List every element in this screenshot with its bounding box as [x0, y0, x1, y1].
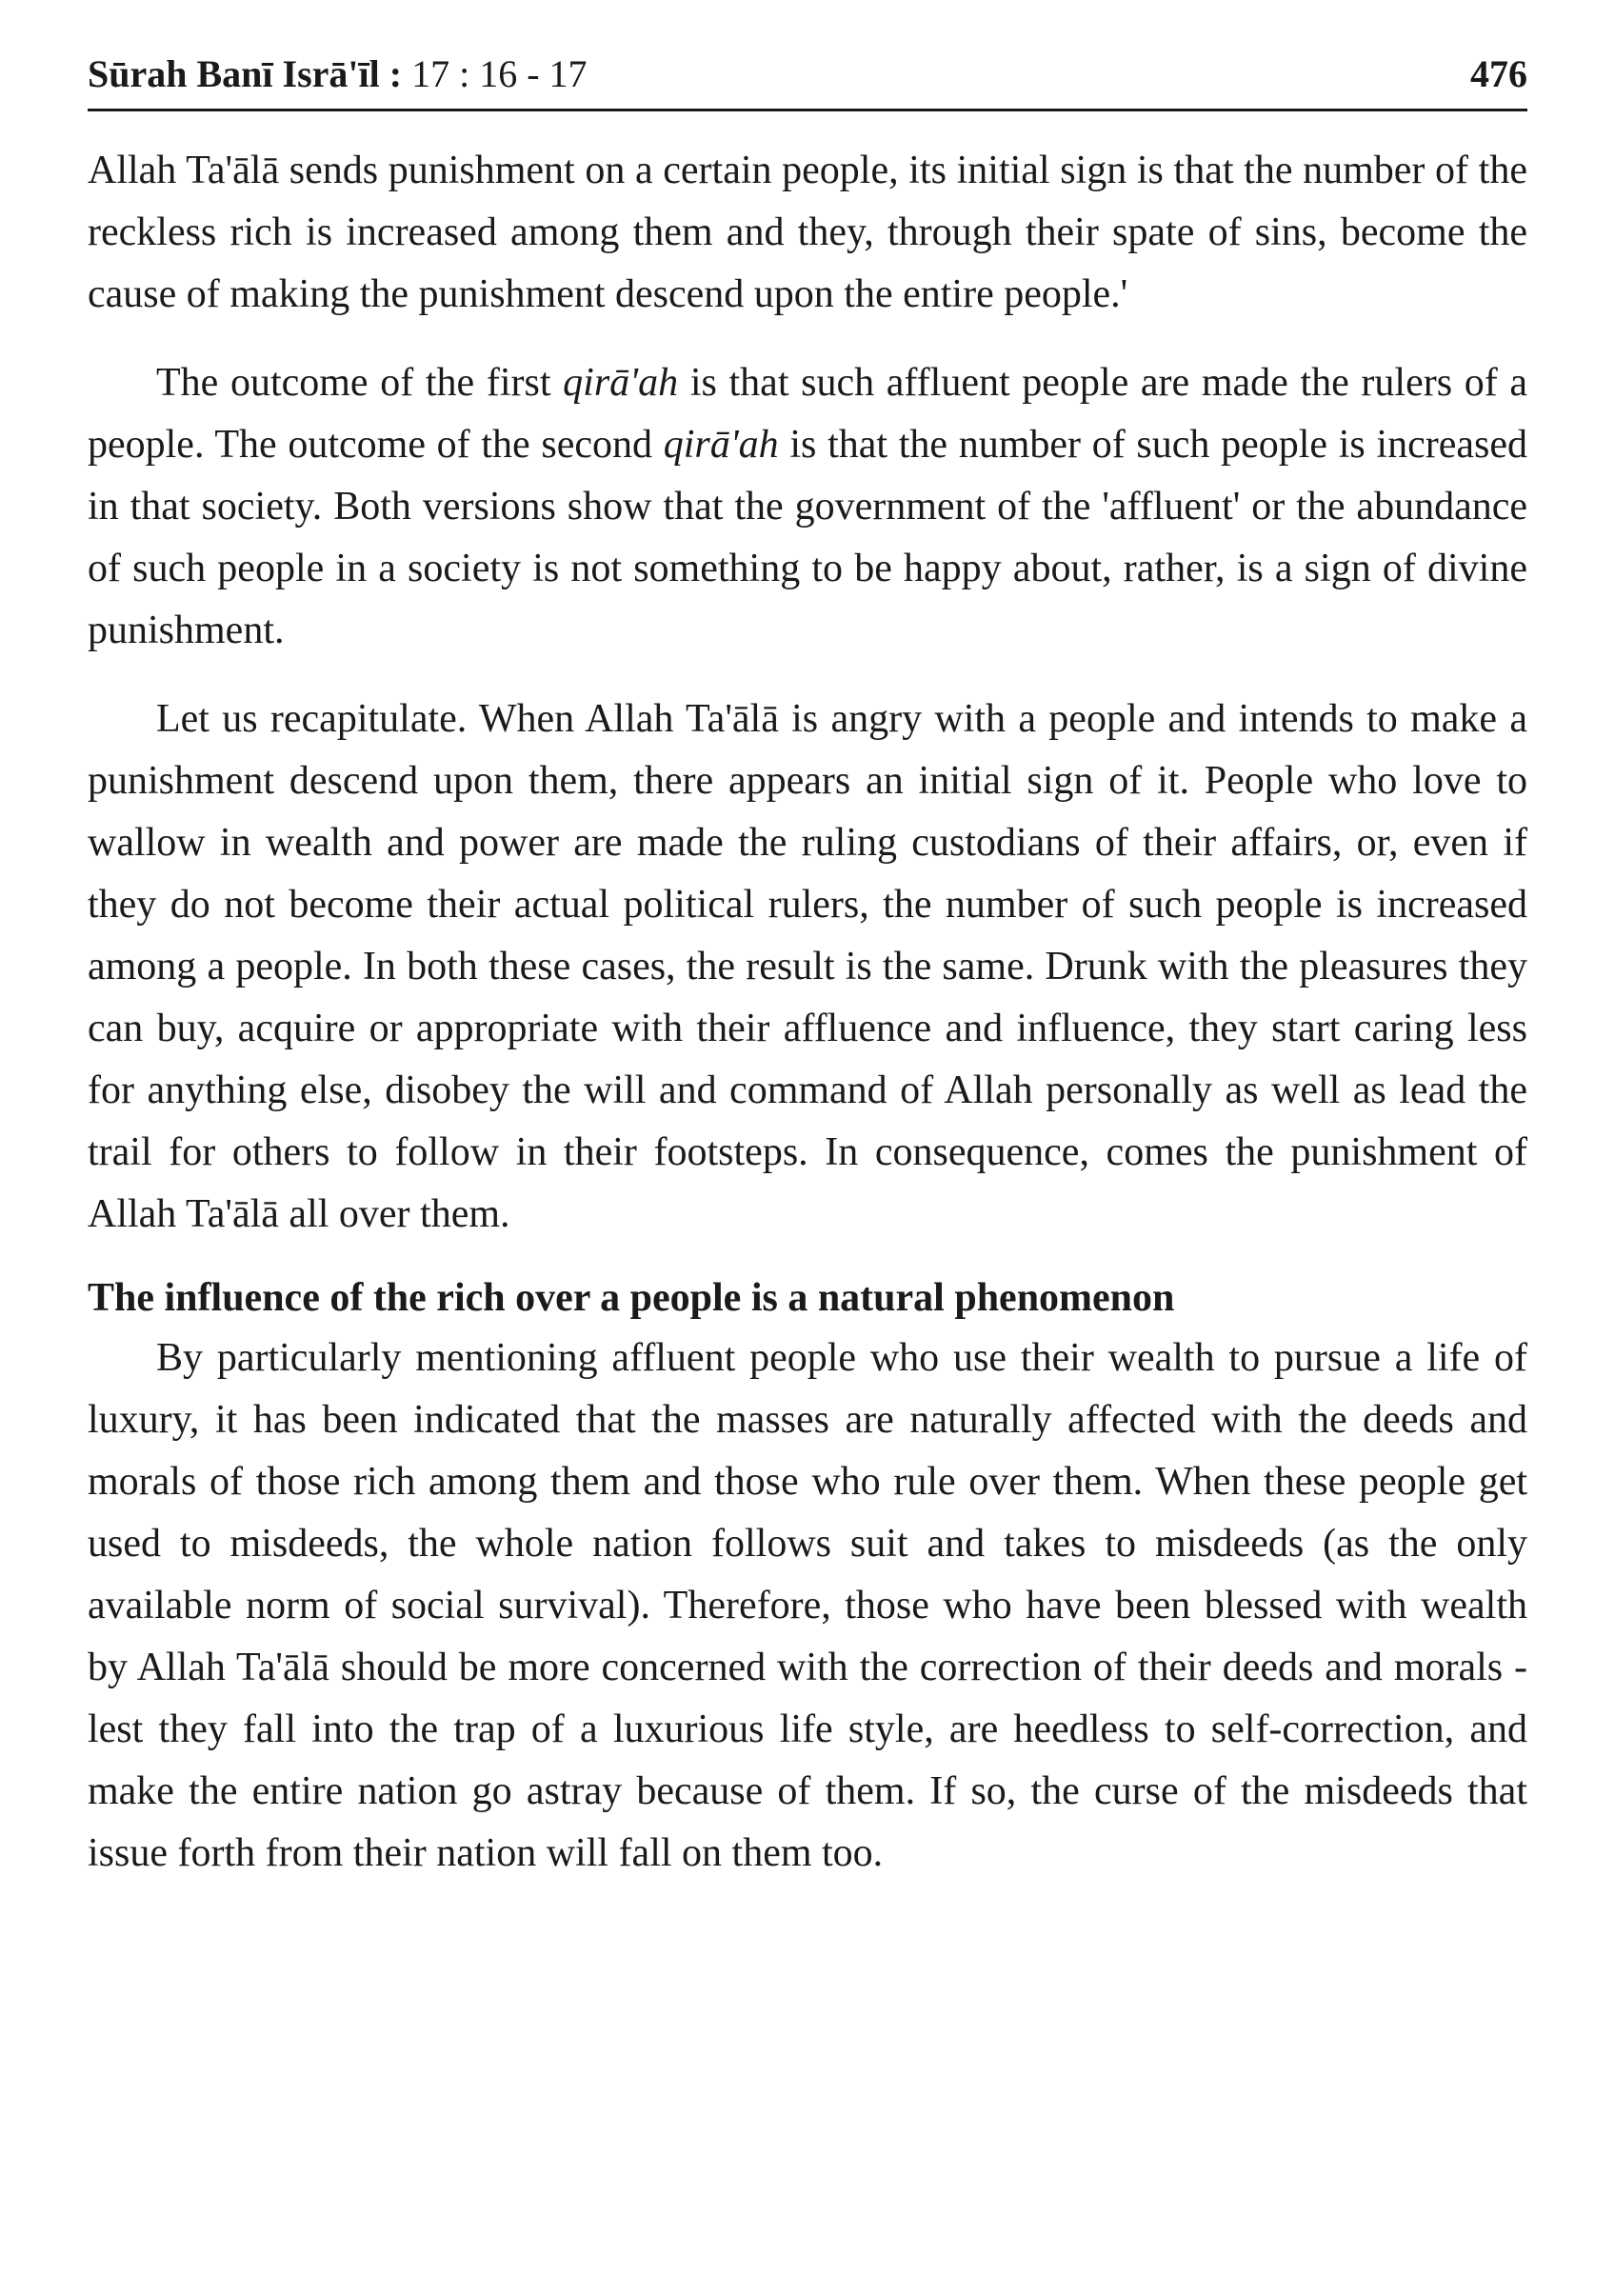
- qiraah-term-1: qirā'ah: [563, 361, 679, 405]
- verse-reference: 17 : 16 - 17: [411, 52, 588, 95]
- qiraah-term-2: qirā'ah: [663, 423, 779, 467]
- paragraph-influence: By particularly mentioning affluent people who use their wealth to pursue a life of luxury, it has been indicated that the masses are naturally affected with the deeds and morals of those rich among them and those who rule over them. When these people get used to misdeeds, the whole nation follows suit and takes to misdeeds (as the only available norm of social survival). Therefore, those who have been blessed with wealth by Allah Ta'ālā should be more concerned with the correction of their deeds and morals - lest they fall into the trap of a luxurious life style, are heedless to self-correction, and make the entire nation go astray because of them. If so, the curse of the misdeeds that issue forth from their nation will fall on them too.: [88, 1336, 1527, 1875]
- running-header: [88, 50, 1527, 111]
- paragraph-recapitulate: Let us recapitulate. When Allah Ta'ālā is angry with a people and intends to make a punishment descend upon them, there appears an initial sign of it. People who love to wallow in wealth and power are made the ruling custodians of their affairs, or, even if they do not become their actual political rulers, the number of such people is increased among a people. In both these cases, the result is the same. Drunk with the pleasures they can buy, acquire or appropriate with their affluence and influence, they start caring less for anything else, disobey the will and command of Allah personally as well as lead the trail for others to follow in their footsteps. In consequence, comes the punishment of Allah Ta'ālā all over them.: [88, 697, 1527, 1236]
- paragraph-continued: Allah Ta'ālā sends punishment on a certain people, its initial sign is that the number of the reckless rich is increased among them and they, through their spate of sins, become the cause of making the punishment descend upon the entire people.': [88, 149, 1527, 316]
- sura-title: Sūrah Banī Isrā'īl :: [88, 52, 403, 95]
- qiraah-text-1: The outcome of the first: [156, 361, 564, 405]
- page-number: 476: [1470, 52, 1527, 95]
- section-heading: The influence of the rich over a people is a natural phenomenon: [88, 1276, 1175, 1320]
- qiraah-text-3: is that the number of such people is increased in that society. Both versions show that the government of the 'affluent' or the abundance of such people in a society is not something to be happy about, rather, is a sign of divine punishment.: [88, 423, 1527, 652]
- header-left: [88, 50, 588, 99]
- paragraph-qiraah: [88, 352, 1527, 662]
- body-text: [88, 140, 1527, 1885]
- qiraah-text-2: is that such affluent people are made the rulers of a people. The outcome of the second: [88, 361, 1527, 467]
- document-page: [88, 50, 1527, 1885]
